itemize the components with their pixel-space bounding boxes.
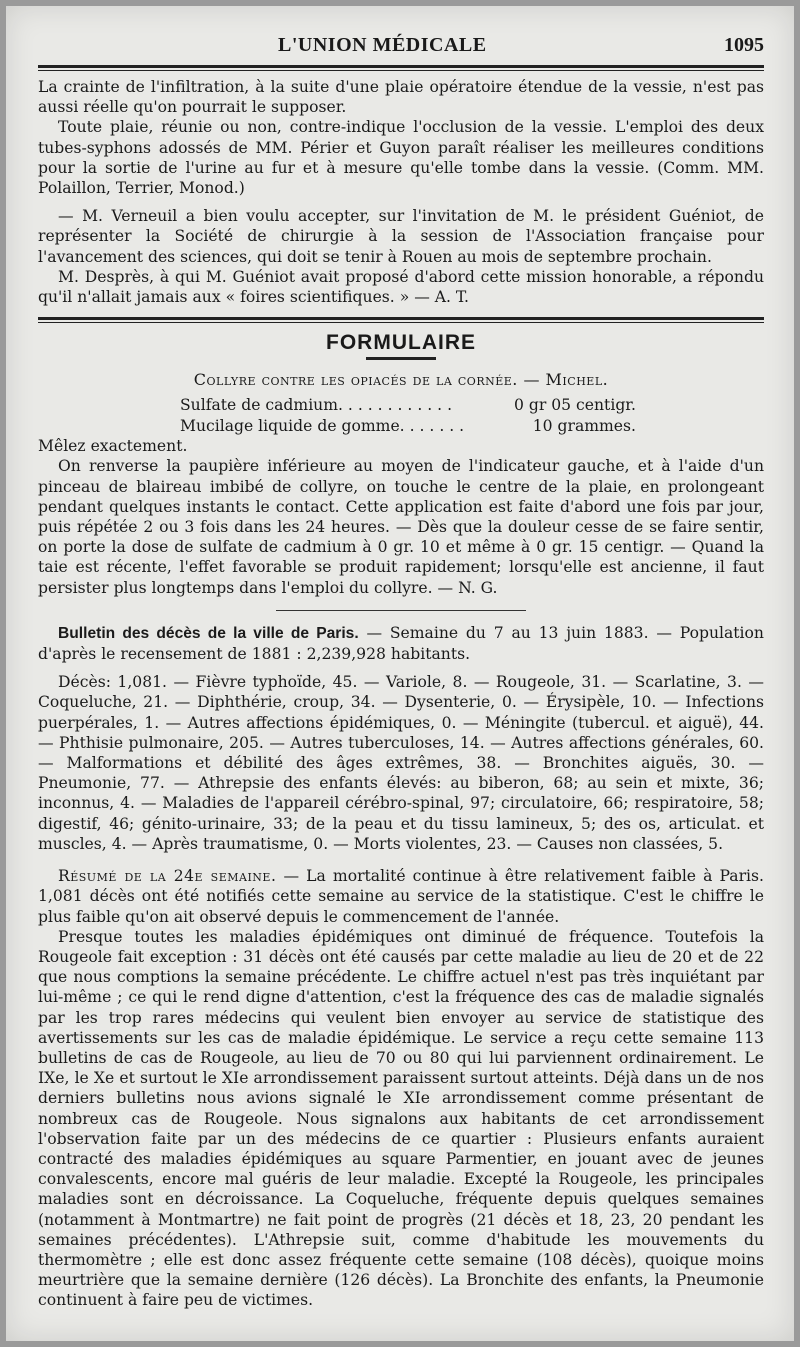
weekly-summary (38, 866, 764, 927)
epidemic-analysis: Presque toutes les maladies épidémiques ont diminué de fréquence. Toutefois la Rougeole fait exception : 31 décès ont été causés par cette maladie au lieu de 20 et de 22 que nous comptions la semaine précédente. Le chiffre actuel n'est pas très inquiétant par lui-même ; ce qui le rend digne d'attention, c'est la fréquence des cas de maladie signalés par les trop rares médecins qui veulent bien envoyer au service de statistique des avertissements sur les cas de maladie épidémique. Le service a reçu cette semaine 113 bulletins de cas de Rougeole, au lieu de 70 ou 80 qui lui parviennent ordinairement. Le IXe, le Xe et surtout le XIe arrondissement paraissent surtout atteints. Déjà dans un de nos derniers bulletins nous avions signalé le XIe arrondissement comme présentant de nombreux cas de Rougeole. Nous signalons aux habitants de cet arrondissement l'observation faite par un des médecins de ce quartier : Plusieurs enfants auraient contracté des maladies épidémiques au square Parmentier, en jouant avec de jeunes convalescents, encore mal guéris de leur maladie. Excepté la Rougeole, les principales maladies sont en décroissance. La Coqueluche, fréquente depuis quelques semaines (notamment à Montmartre) ne fait point de progrès (21 décès et 18, 23, 20 pendant les semaines précédentes). L'Athrepsie suit, comme d'habitude les mouvements du thermomètre ; elle est donc assez fréquente cette semaine (108 décès), quoique moins meurtrière que la semaine dernière (126 décès). La Bronchite des enfants, la Pneumonie continuent à faire peu de victimes. (38, 927, 764, 1310)
bulletin-deaths-list: Décès: 1,081. — Fièvre typhoïde, 45. — Variole, 8. — Rougeole, 31. — Scarlatine, 3. — Coqueluche, 21. — Diphthérie, croup, 34. — Dysenterie, 0. — Érysipèle, 10. — Infections puerpérales, 1. — Autres affections épidémiques, 0. — Méningite (tubercul. et aiguë), 44. — Phthisie pulmonaire, 205. — Autres tuberculoses, 14. — Autres affections générales, 60. — Malformations et débilité des âges extrêmes, 38. — Bronchites aiguës, 30. — Pneumonie, 77. — Athrepsie des enfants élevés: au biberon, 68; au sein et mixte, 36; inconnus, 4. — Maladies de l'appareil cérébro-spinal, 97; circulatoire, 66; respiratoire, 58; digestif, 46; génito-urinaire, 33; de la peau et du tissu lamineux, 5; des os, articulat. et muscles, 4. — Après traumatisme, 0. — Morts violentes, 23. — Causes non classées, 5. (38, 673, 764, 853)
bulletin-title: Bulletin des décès de la ville de Paris. (58, 624, 359, 642)
ingredient-name: Sulfate de cadmium. . . . . . . . . . . . (180, 396, 453, 415)
bulletin-subtitle: — Semaine du 7 au 13 juin 1883. — Population d'après le recensement de 1881 : 2,239,928 habitants. (38, 623, 764, 664)
recipe-title: Collyre contre les opiacés de la cornée. — Michel. (193, 370, 609, 390)
page-number: 1095 (724, 34, 764, 56)
page-header (38, 34, 764, 57)
recipe-instructions: On renverse la paupière inférieure au moyen de l'indicateur gauche, et à l'aide d'un pinceau de blaireau imbibé de collyre, on touche le centre de la plaie, en prolongeant pendant quelques instants le contact. Cette application est faite d'abord une fois par jour, puis répétée 2 ou 3 fois dans les 24 heures. — Dès que la douleur cesse de se faire sentir, on porte la dose de sulfate de cadmium à 0 gr. 10 et même à 0 gr. 15 centigr. — Quand la taie est récente, l'effet favorable se produit rapidement; lorsqu'elle est ancienne, il faut persister plus longtemps dans l'emploi du collyre. — N. G. (38, 457, 764, 597)
formulaire-heading: FORMULAIRE (326, 331, 476, 355)
header-rule (38, 65, 764, 71)
ingredient-row (180, 416, 636, 437)
summary-text: — La mortalité continue à être relativement faible à Paris. 1,081 décès ont été notifiés cette semaine au service de la statistique. C'est le chiffre le plus faible qu'on ait observé depuis le commencement de l'année. (38, 867, 764, 926)
paragraph-despres: M. Desprès, à qui M. Guéniot avait proposé d'abord cette mission honorable, a répondu qu'il n'allait jamais aux « foires scientifiques. » — A. T. (38, 267, 764, 307)
paragraph-syphons: Toute plaie, réunie ou non, contre-indique l'occlusion de la vessie. L'emploi des deux tubes-syphons adossés de MM. Périer et Guyon paraît réaliser les meilleures conditions pour la sortie de l'urine au fur et à mesure qu'elle tombe dans la vessie. (Comm. MM. Polaillon, Terrier, Monod.) (38, 118, 764, 198)
journal-title: L'UNION MÉDICALE (278, 34, 487, 56)
paragraph-infiltration: La crainte de l'infiltration, à la suite d'une plaie opératoire étendue de la vessie, n'est pas aussi réelle qu'on pourrait le supposer. (38, 78, 764, 117)
ingredient-amount: 10 grammes. (532, 416, 636, 435)
formulaire-underline (366, 357, 436, 360)
paragraph-verneuil: — M. Verneuil a bien voulu accepter, sur l'invitation de M. le président Guéniot, de représenter la Société de chirurgie à la session de l'Association française pour l'avancement des sciences, qui doit se tenir à Rouen au mois de septembre prochain. (38, 207, 764, 266)
ingredient-name: Mucilage liquide de gomme. . . . . . . (180, 416, 465, 435)
ingredient-row (180, 395, 636, 416)
mix-instruction: Mêlez exactement. (38, 437, 188, 456)
section-divider (38, 317, 764, 323)
bulletin-header (38, 623, 764, 664)
document-page (6, 6, 794, 1341)
page-content (38, 34, 764, 1311)
summary-label: Résumé de la 24e semaine. (58, 867, 277, 886)
ingredient-amount: 0 gr 05 centigr. (513, 396, 636, 415)
